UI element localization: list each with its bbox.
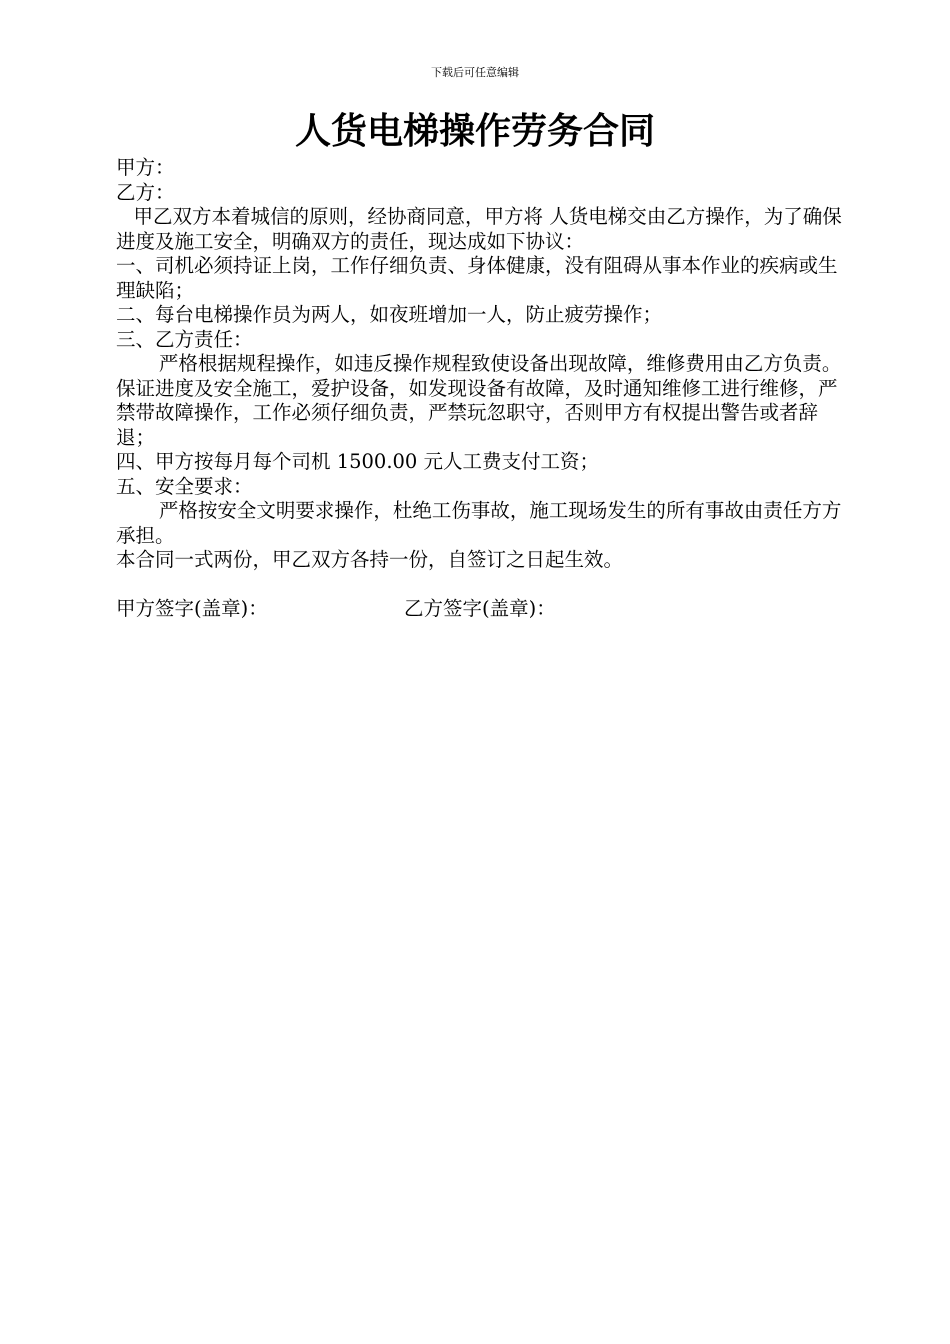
party-a-line: 甲方： <box>116 156 175 179</box>
signature-party-b: 乙方签字(盖章)： <box>404 597 556 620</box>
signature-row <box>116 597 856 623</box>
document-body <box>116 156 856 623</box>
clause-4: 四、甲方按每月每个司机 1500.00 元人工费支付工资； <box>116 450 600 473</box>
party-b-line: 乙方： <box>116 180 175 204</box>
blank-line <box>116 573 856 598</box>
clause-3-heading: 三、乙方责任： <box>116 327 253 351</box>
signature-party-a: 甲方签字(盖章)： <box>116 597 268 620</box>
document-title: 人货电梯操作劳务合同 <box>294 110 655 152</box>
clause-5-body: 严格按安全文明要求操作，杜绝工伤事故，施工现场发生的所有事故由责任方方承担。 <box>116 499 842 547</box>
clause-3-body: 严格根据规程操作，如违反操作规程致使设备出现故障，维修费用由乙方负责。保证进度及安全施工，爱护设备，如发现设备有故障，及时通知维修工进行维修，严禁带故障操作，工作必须仔细负责，严禁玩忽职守，否则甲方有权提出警告或者辞退； <box>116 352 842 449</box>
clause-5-heading: 五、安全要求： <box>116 474 253 498</box>
clause-2: 二、每台电梯操作员为两人，如夜班增加一人，防止疲劳操作； <box>116 303 663 326</box>
header-note: 下载后可任意编辑 <box>431 66 519 79</box>
closing-statement: 本合同一式两份，甲乙双方各持一份，自签订之日起生效。 <box>116 548 624 571</box>
intro-paragraph: 甲乙双方本着城信的原则，经协商同意，甲方将 人货电梯交由乙方操作，为了确保进度及施工安全，明确双方的责任，现达成如下协议： <box>116 205 842 253</box>
clause-1: 一、司机必须持证上岗，工作仔细负责、身体健康，没有阻碍从事本作业的疾病或生理缺陷； <box>116 254 838 302</box>
